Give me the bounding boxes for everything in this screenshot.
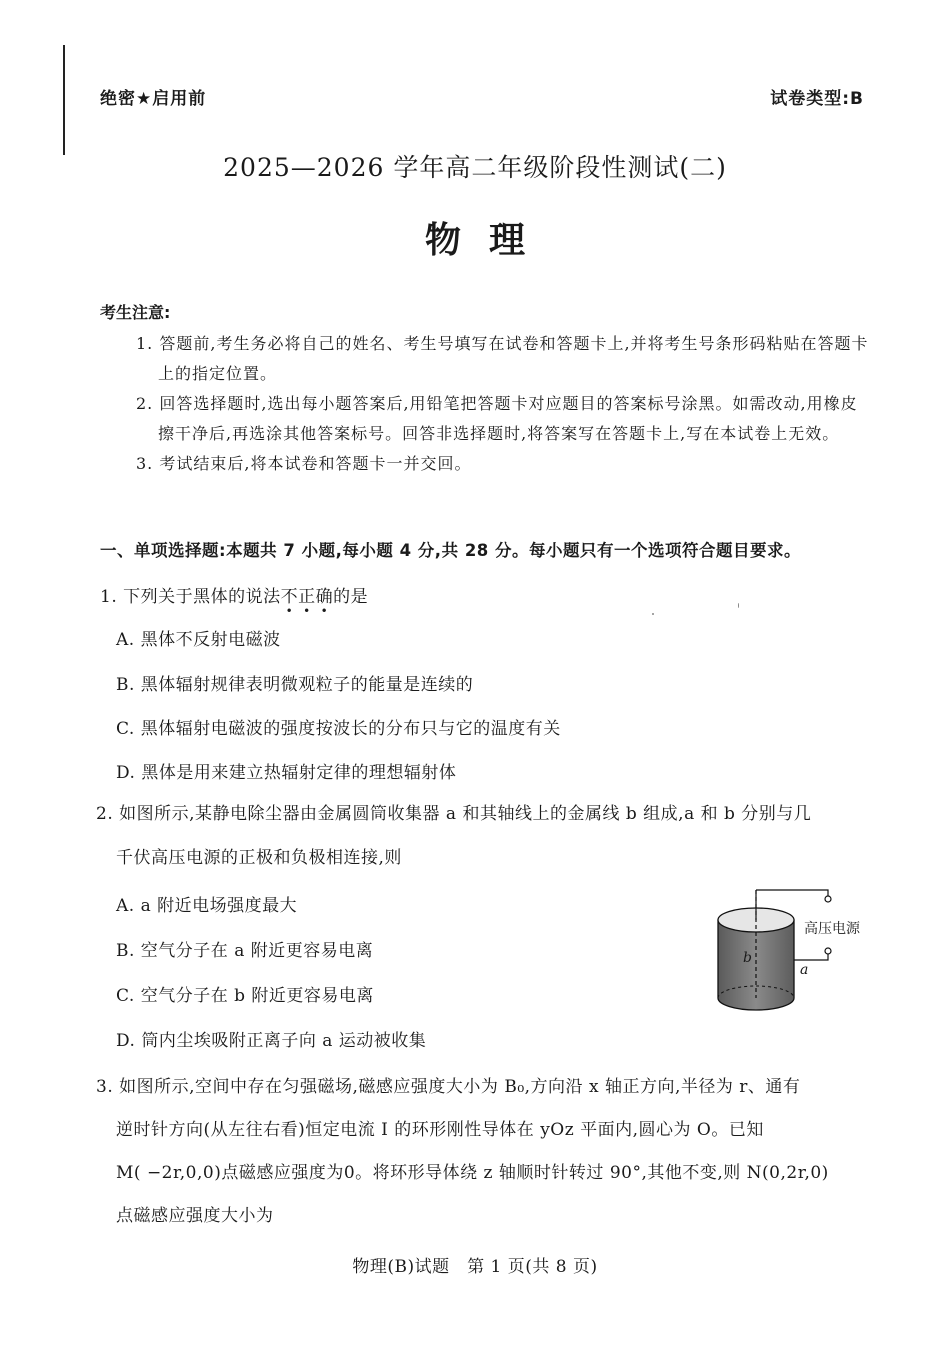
q1-stem-before: 1. 下列关于黑体的说法 bbox=[100, 587, 281, 607]
q3-line: 3. 如图所示,空间中存在匀强磁场,磁感应强度大小为 B₀,方向沿 x 轴正方向,半径为 r、通有 bbox=[96, 1077, 801, 1097]
q3-line: M( −2r,0,0)点磁感应强度为0。将环形导体绕 z 轴顺时针转过 90°,其他不变,则 N(0,2r,0) bbox=[116, 1163, 829, 1183]
q1-option-a: A. 黑体不反射电磁波 bbox=[116, 630, 281, 650]
power-supply-label: 高压电源 bbox=[804, 921, 860, 937]
scan-speck bbox=[738, 603, 739, 608]
lead-wire-top bbox=[756, 890, 828, 896]
q1-stem-emphasis bbox=[281, 587, 334, 607]
candidate-notes bbox=[100, 300, 870, 479]
note-item: 1. 答题前,考生务必将自己的姓名、考生号填写在试卷和答题卡上,并将考生号条形码粘贴在答题卡上的指定位置。 bbox=[136, 334, 869, 383]
paper-type-label: 试卷类型:B bbox=[770, 89, 864, 109]
q2-option-a: A. a 附近电场强度最大 bbox=[116, 896, 298, 916]
scan-speck bbox=[652, 613, 654, 615]
precipitator-diagram bbox=[708, 888, 878, 1023]
q2-option-b: B. 空气分子在 a 附近更容易电离 bbox=[116, 941, 374, 961]
page-footer: 物理(B)试题 第 1 页(共 8 页) bbox=[352, 1257, 598, 1277]
lead-wire-a bbox=[794, 954, 828, 960]
notes-title: 考生注意: bbox=[100, 303, 171, 322]
q1-option-b: B. 黑体辐射规律表明微观粒子的能量是连续的 bbox=[116, 675, 474, 695]
binding-line bbox=[63, 45, 65, 155]
section-heading: 一、单项选择题:本题共 7 小题,每小题 4 分,共 28 分。每小题只有一个选项符合题目要求。 bbox=[100, 541, 802, 560]
q3-line: 点磁感应强度大小为 bbox=[116, 1206, 274, 1226]
emphasis-char: 正 bbox=[298, 587, 316, 607]
terminal-top bbox=[825, 896, 831, 902]
question-1-stem bbox=[100, 575, 368, 619]
emphasis-char: 不 bbox=[280, 587, 299, 607]
q1-option-c: C. 黑体辐射电磁波的强度按波长的分布只与它的温度有关 bbox=[116, 719, 561, 739]
secrecy-label: 绝密★启用前 bbox=[100, 89, 207, 109]
label-a: a bbox=[800, 962, 809, 978]
q1-stem-after: 的是 bbox=[333, 587, 369, 607]
label-b: b bbox=[743, 950, 752, 966]
q2-stem-line1: 2. 如图所示,某静电除尘器由金属圆筒收集器 a 和其轴线上的金属线 b 组成,a 和 b 分别与几 bbox=[96, 804, 812, 824]
q2-option-c: C. 空气分子在 b 附近更容易电离 bbox=[116, 986, 374, 1006]
precipitator-figure bbox=[708, 888, 878, 1023]
exam-title: 2025—2026 学年高二年级阶段性测试(二) bbox=[223, 153, 727, 182]
question-3-stem bbox=[96, 1066, 865, 1238]
terminal-bottom bbox=[825, 948, 831, 954]
note-item: 3. 考试结束后,将本试卷和答题卡一并交回。 bbox=[136, 454, 472, 473]
note-item: 2. 回答选择题时,选出每小题答案后,用铅笔把答题卡对应题目的答案标号涂黑。如需改动,用橡皮擦干净后,再选涂其他答案标号。回答非选择题时,将答案写在答题卡上,写在本试卷上无效。 bbox=[136, 394, 858, 443]
q1-option-d: D. 黑体是用来建立热辐射定律的理想辐射体 bbox=[116, 763, 457, 783]
subject-title: 物理 bbox=[424, 220, 553, 261]
q2-option-d: D. 筒内尘埃吸附正离子向 a 运动被收集 bbox=[116, 1031, 427, 1051]
q2-stem-line2: 千伏高压电源的正极和负极相连接,则 bbox=[116, 848, 402, 868]
emphasis-char: 确 bbox=[315, 587, 334, 607]
q3-line: 逆时针方向(从左往右看)恒定电流 I 的环形刚性导体在 yOz 平面内,圆心为 O。已知 bbox=[116, 1120, 764, 1140]
